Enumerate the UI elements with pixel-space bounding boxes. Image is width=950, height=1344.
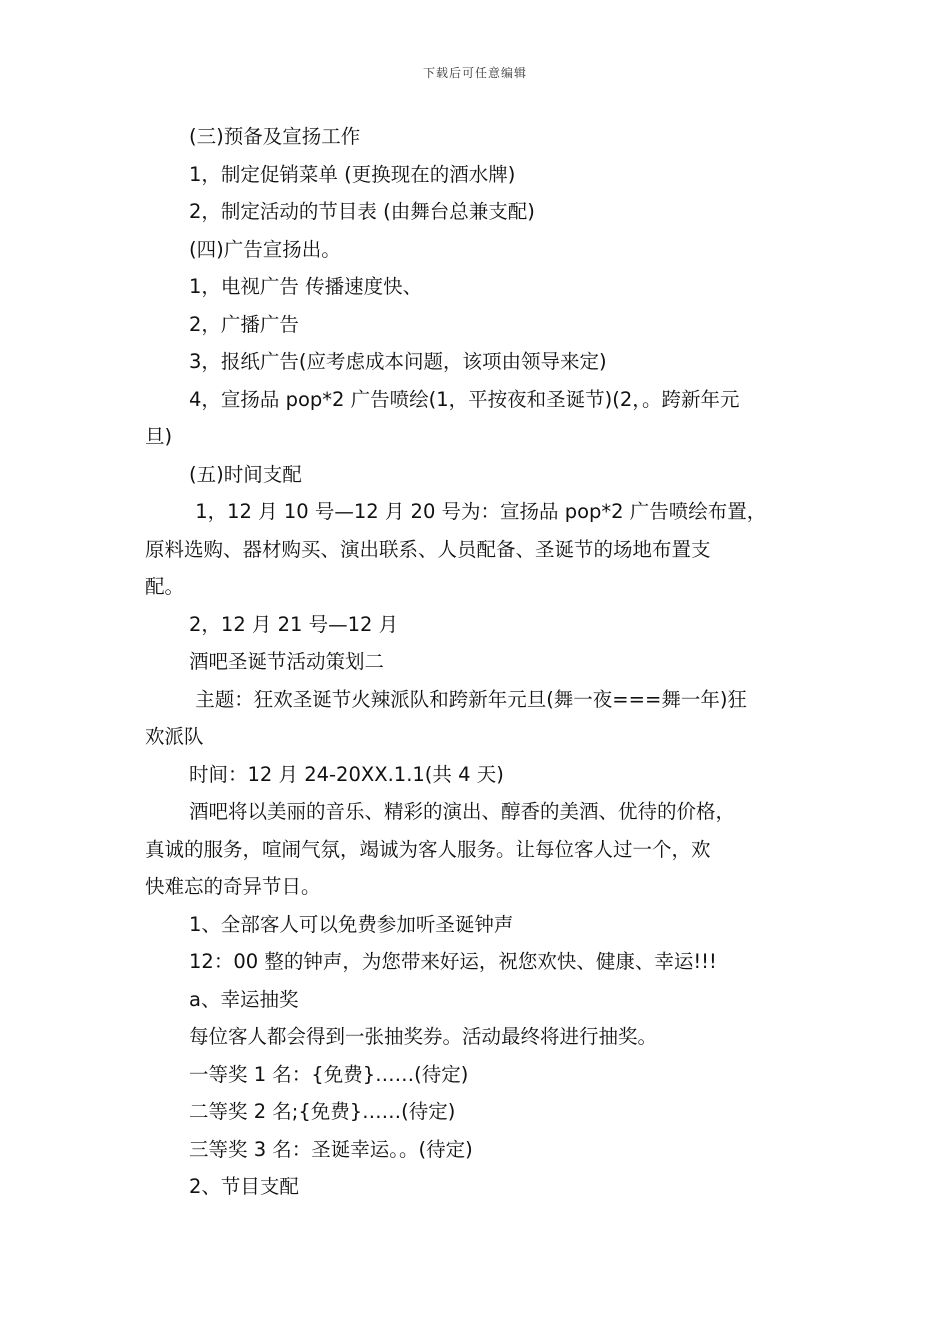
paragraph-line: 每位客人都会得到一张抽奖券。活动最终将进行抽奖。 <box>189 1025 658 1048</box>
paragraph-line: 12：00 整的钟声，为您带来好运，祝您欢快、健康、幸运!!! <box>189 950 717 973</box>
paragraph-line: 2，12 月 21 号—12 月 <box>189 612 399 636</box>
document-body <box>145 118 810 1206</box>
paragraph-line: 1，制定促销菜单 (更换现在的酒水牌) <box>189 162 516 186</box>
paragraph-line: 1，电视广告 传播速度快、 <box>189 275 423 298</box>
paragraph-line: 1、全部客人可以免费参加听圣诞钟声 <box>189 912 514 936</box>
paragraph-line: 欢派队 <box>145 725 204 748</box>
section-heading: 酒吧圣诞节活动策划二 <box>189 650 385 673</box>
paragraph-line: 3，报纸广告(应考虑成本问题，该项由领导来定) <box>189 350 607 373</box>
paragraph-line: 一等奖 1 名：{免费}……(待定) <box>189 1062 469 1086</box>
page-header: 下载后可任意编辑 <box>422 66 527 80</box>
paragraph-line: 配。 <box>145 575 185 598</box>
paragraph-line: 原料选购、器材购买、演出联系、人员配备、圣诞节的场地布置支 <box>145 537 711 561</box>
paragraph-line: 2，制定活动的节目表 (由舞台总兼支配) <box>189 200 535 223</box>
paragraph-line: 主题：狂欢圣诞节火辣派队和跨新年元旦(舞一夜===舞一年)狂 <box>189 687 747 711</box>
paragraph-line: 三等奖 3 名：圣诞幸运。。(待定) <box>189 1137 473 1161</box>
paragraph-line: 二等奖 2 名;{免费}……(待定) <box>189 1100 456 1123</box>
paragraph-line: 2、节目支配 <box>189 1175 299 1198</box>
paragraph-line: a、幸运抽奖 <box>189 987 299 1011</box>
paragraph-line: 旦) <box>145 425 173 448</box>
section-heading: (四)广告宣扬出。 <box>189 237 341 261</box>
paragraph-line: 1，12 月 10 号—12 月 20 号为：宣扬品 pop*2 广告喷绘布置， <box>189 500 767 523</box>
paragraph-line: 快难忘的奇异节日。 <box>145 875 321 898</box>
paragraph-line: 时间：12 月 24-20XX.1.1(共 4 天) <box>189 762 504 786</box>
paragraph-line: 酒吧将以美丽的音乐、精彩的演出、醇香的美酒、优待的价格， <box>189 800 736 823</box>
section-heading: (五)时间支配 <box>189 462 302 486</box>
paragraph-line: 4，宣扬品 pop*2 广告喷绘(1，平按夜和圣诞节)(2，。跨新年元 <box>189 387 740 411</box>
section-heading: (三)预备及宣扬工作 <box>189 125 361 148</box>
paragraph-line: 真诚的服务，喧闹气氛，竭诚为客人服务。让每位客人过一个，欢 <box>145 837 711 861</box>
paragraph-line: 2，广播广告 <box>189 312 299 336</box>
